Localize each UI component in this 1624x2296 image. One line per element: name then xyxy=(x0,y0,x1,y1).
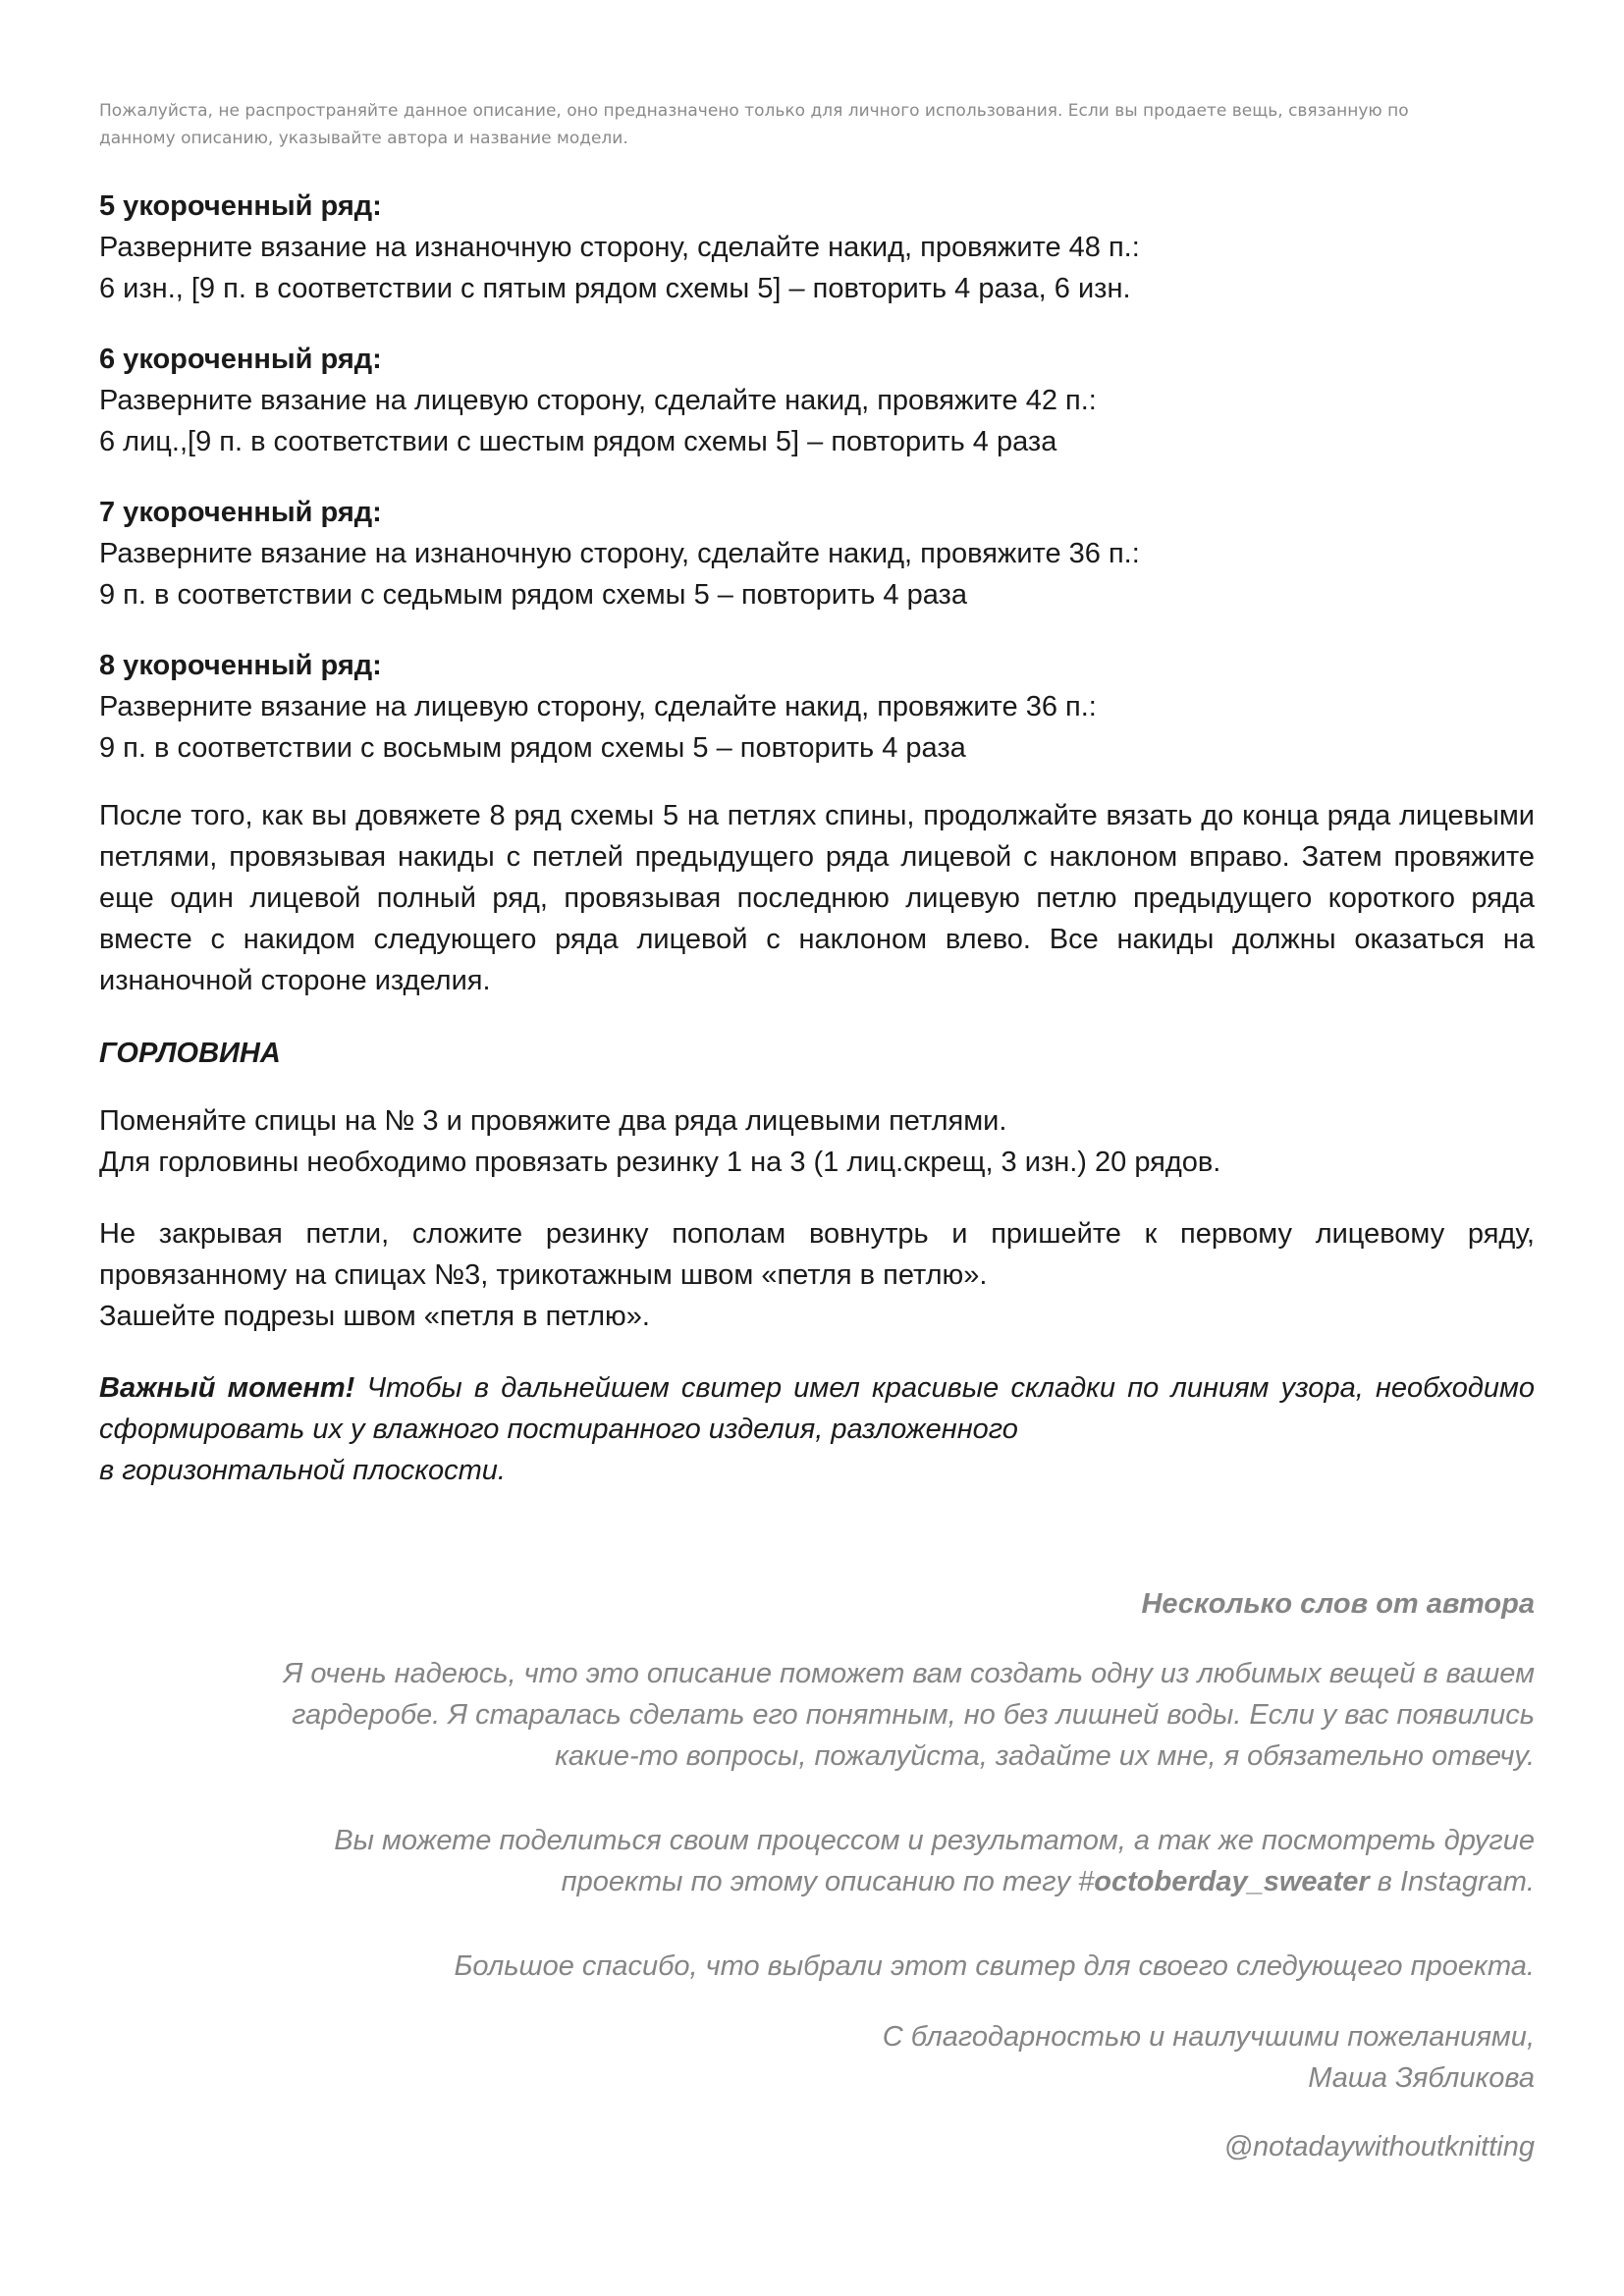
author-text-post: в Instagram. xyxy=(1369,1866,1535,1897)
author-text-line: Я очень надеюсь, что это описание поможет вам создать одну из любимых вещей в вашем xyxy=(283,1658,1535,1689)
neckline-heading: ГОРЛОВИНА xyxy=(99,1038,281,1069)
author-paragraph-1 xyxy=(99,1653,1535,1777)
short-row-instruction: Разверните вязание на изнаночную сторону, сделайте накид, провяжите 36 п.: xyxy=(99,538,1140,569)
important-text: Чтобы в дальнейшем свитер имел красивые складки по линиям узора, необходимо сформировать их у влажного постиранного изделия, разложенного xyxy=(99,1372,1536,1445)
short-row-instruction: Разверните вязание на лицевую сторону, сделайте накид, провяжите 42 п.: xyxy=(99,385,1097,416)
author-signature xyxy=(99,2016,1535,2099)
neckline-paragraph-1 xyxy=(99,1100,1535,1183)
author-thanks-text: Большое спасибо, что выбрали этот свитер для своего следующего проекта. xyxy=(454,1950,1535,1982)
neckline-seam-text: Зашейте подрезы швом «петля в петлю». xyxy=(99,1301,650,1332)
neckline-ribbing-text: Для горловины необходимо провязать резинку 1 на 3 (1 лиц.скрещ, 3 изн.) 20 рядов. xyxy=(99,1147,1221,1178)
short-row-title: 7 укороченный ряд: xyxy=(99,497,382,528)
short-row-5 xyxy=(99,186,1535,309)
neckline-needles-text: Поменяйте спицы на № 3 и провяжите два ряда лицевыми петлями. xyxy=(99,1105,1007,1137)
author-handle xyxy=(99,2126,1535,2167)
author-text-line xyxy=(99,1861,1535,1902)
neckline-paragraph-2 xyxy=(99,1213,1535,1337)
short-row-title: 6 укороченный ряд: xyxy=(99,344,382,375)
after-rows-text: После того, как вы довяжете 8 ряд схемы 5 на петлях спины, продолжайте вязать до конца ряда лицевыми петлями, провязывая накиды с петлей предыдущего ряда лицевой с наклоном вправо. Затем провяжите еще один лицевой полный ряд, провязывая последнюю лицевую петлю предыдущего короткого ряда вместе с накидом следующего ряда лицевой с наклоном влево. Все накиды должны оказаться на изнаночной стороне изделия. xyxy=(99,800,1535,996)
author-paragraph-2 xyxy=(99,1820,1535,1902)
short-row-title: 5 укороченный ряд: xyxy=(99,190,382,222)
neckline-sewing-text: Не закрывая петли, сложите резинку пополам вовнутрь и пришейте к первому лицевому ряду, провязанному на спицах №3, трикотажным швом «петля в петлю». xyxy=(99,1218,1535,1291)
author-text-line: гардеробе. Я старалась сделать его понятным, но без лишней воды. Если у вас появились xyxy=(292,1699,1535,1731)
author-heading xyxy=(99,1583,1535,1625)
important-last-line: в горизонтальной плоскости. xyxy=(99,1455,506,1486)
notice-line-2: данному описанию, указывайте автора и название модели. xyxy=(99,129,628,148)
copyright-notice xyxy=(99,97,1523,152)
important-lead: Важный момент! xyxy=(99,1372,355,1404)
important-note xyxy=(99,1367,1535,1491)
author-heading-text: Несколько слов от автора xyxy=(1141,1588,1535,1620)
short-row-instruction: Разверните вязание на лицевую сторону, сделайте накид, провяжите 36 п.: xyxy=(99,691,1097,722)
signature-name: Маша Зябликова xyxy=(1308,2062,1535,2094)
hashtag-link[interactable]: octoberday_sweater xyxy=(1094,1866,1370,1897)
author-text-pre: проекты по этому описанию по тегу # xyxy=(561,1866,1095,1897)
after-rows-paragraph xyxy=(99,795,1535,1001)
notice-line-1: Пожалуйста, не распространяйте данное описание, оно предназначено только для личного использования. Если вы продаете вещь, связанную по xyxy=(99,101,1409,121)
short-row-6 xyxy=(99,339,1535,462)
short-row-8 xyxy=(99,645,1535,769)
short-row-pattern: 6 лиц.,[9 п. в соответствии с шестым рядом схемы 5] – повторить 4 раза xyxy=(99,426,1057,457)
short-row-title: 8 укороченный ряд: xyxy=(99,650,382,681)
author-paragraph-3 xyxy=(99,1946,1535,1987)
short-row-pattern: 9 п. в соответствии с седьмым рядом схемы 5 – повторить 4 раза xyxy=(99,579,967,611)
short-row-pattern: 9 п. в соответствии с восьмым рядом схемы 5 – повторить 4 раза xyxy=(99,732,966,764)
author-text-line: какие-то вопросы, пожалуйста, задайте их мне, я обязательно отвечу. xyxy=(555,1740,1535,1772)
instagram-handle[interactable]: @notadaywithoutknitting xyxy=(1223,2131,1535,2163)
short-row-instruction: Разверните вязание на изнаночную сторону, сделайте накид, провяжите 48 п.: xyxy=(99,232,1140,263)
short-row-7 xyxy=(99,492,1535,615)
short-row-pattern: 6 изн., [9 п. в соответствии с пятым рядом схемы 5] – повторить 4 раза, 6 изн. xyxy=(99,273,1131,304)
signature-greeting: С благодарностью и наилучшими пожеланиями, xyxy=(882,2021,1535,2053)
author-text-line: Вы можете поделиться своим процессом и результатом, а так же посмотреть другие xyxy=(334,1825,1535,1856)
